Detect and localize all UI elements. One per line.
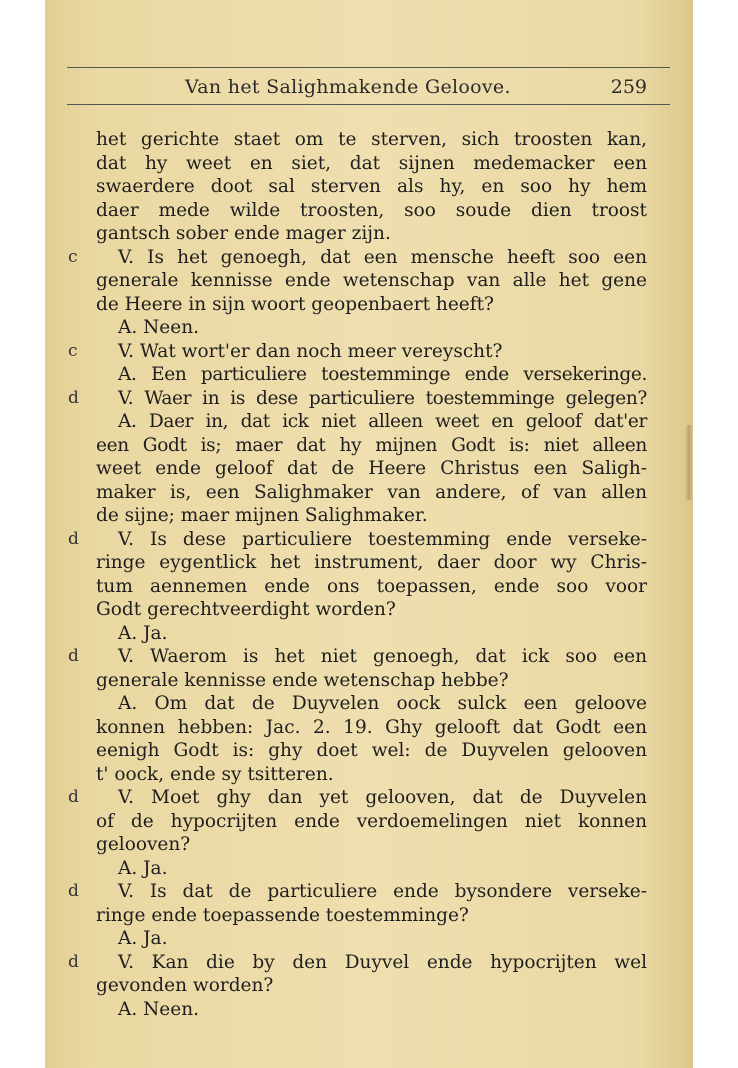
body-text (68, 128, 647, 1021)
answer-line: A. Daer in, dat ick niet alleen weet en geloof dat'er (118, 411, 647, 432)
margin-marker: c (68, 246, 78, 267)
text-line: daer mede wilde troosten, soo soude dien troost (96, 199, 647, 221)
text-line: gantsch sober ende mager zijn. (96, 223, 391, 244)
question-line: d V. Waer in is dese particuliere toestemminge gelegen? (68, 387, 647, 409)
question-line: c V. Wat wort'er dan noch meer vereyscht? (68, 340, 503, 362)
margin-marker: d (68, 646, 79, 666)
running-title: Van het Salighmakende Geloove. (185, 76, 511, 98)
text-line: eenigh Godt is: ghy doet wel: de Duyvelen gelooven (96, 740, 647, 761)
text-line: Godt gerechtveerdight worden? (96, 599, 396, 620)
header-rule-bottom (67, 104, 670, 105)
question-line: d V. Is dat de particuliere ende bysondere verseke- (68, 881, 647, 902)
text-line: maker is, een Salighmaker van andere, of van allen (96, 481, 647, 503)
text-line: konnen hebben: Jac. 2. 19. Ghy gelooft dat Godt een (96, 716, 647, 738)
text-line: ringe eygentlick het instrument, daer door wy Chris- (96, 552, 647, 573)
text-line: swaerdere doot sal sterven als hy, en soo hy hem (96, 176, 647, 197)
text-line: het gerichte staet om te sterven, sich troosten kan, (96, 129, 647, 150)
question-line: d V. Moet ghy dan yet gelooven, dat de Duyvelen (68, 787, 647, 808)
text-line: generale kennisse ende wetenschap van alle het gene (96, 270, 647, 291)
text-line: weet ende geloof dat de Heere Christus een Saligh- (96, 458, 647, 479)
text-line: dat hy weet en siet, dat sijnen medemacker een (96, 152, 647, 174)
header-rule-top (67, 67, 670, 68)
text-line: generale kennisse ende wetenschap hebbe? (96, 669, 509, 691)
margin-marker: c (68, 340, 78, 361)
answer-line: A. Neen. (118, 317, 200, 338)
page-number: 259 (610, 76, 647, 98)
book-page (45, 0, 693, 1068)
margin-marker: d (68, 951, 79, 972)
text-line: of de hypocrijten ende verdoemelingen niet konnen (96, 810, 647, 832)
margin-marker: d (68, 787, 79, 807)
text-line: de Heere in sijn woort geopenbaert heeft? (96, 293, 494, 315)
text-line: tum aennemen ende ons toepassen, ende soo voor (96, 575, 647, 597)
text-line: gelooven? (96, 834, 191, 855)
question-line: d V. Is dese particuliere toestemming ende verseke- (68, 528, 647, 550)
text-line: t' oock, ende sy tsitteren. (96, 763, 334, 785)
margin-marker: d (68, 881, 79, 901)
text-line: ringe ende toepassende toestemminge? (96, 904, 469, 926)
answer-line: A. Ja. (118, 928, 168, 949)
question-line: d V. Kan die by den Duyvel ende hypocrijten wel (68, 951, 647, 973)
answer-line: A. Om dat de Duyvelen oock sulck een geloove (118, 693, 647, 714)
text-line: de sijne; maer mijnen Salighmaker. (96, 505, 428, 526)
answer-line: A. Neen. (118, 998, 200, 1020)
page-fold-shadow (685, 425, 693, 500)
question-line: d V. Waerom is het niet genoegh, dat ick soo een (68, 646, 647, 667)
answer-line: A. Een particuliere toestemminge ende versekeringe. (118, 364, 647, 385)
margin-marker: d (68, 528, 79, 549)
answer-line: A. Ja. (118, 857, 168, 879)
question-line: c V. Is het genoegh, dat een mensche heeft soo een (68, 246, 647, 268)
text-line: gevonden worden? (96, 975, 274, 996)
text-line: een Godt is; maer dat hy mijnen Godt is: niet alleen (96, 434, 647, 456)
margin-marker: d (68, 387, 79, 408)
answer-line: A. Ja. (118, 622, 168, 644)
